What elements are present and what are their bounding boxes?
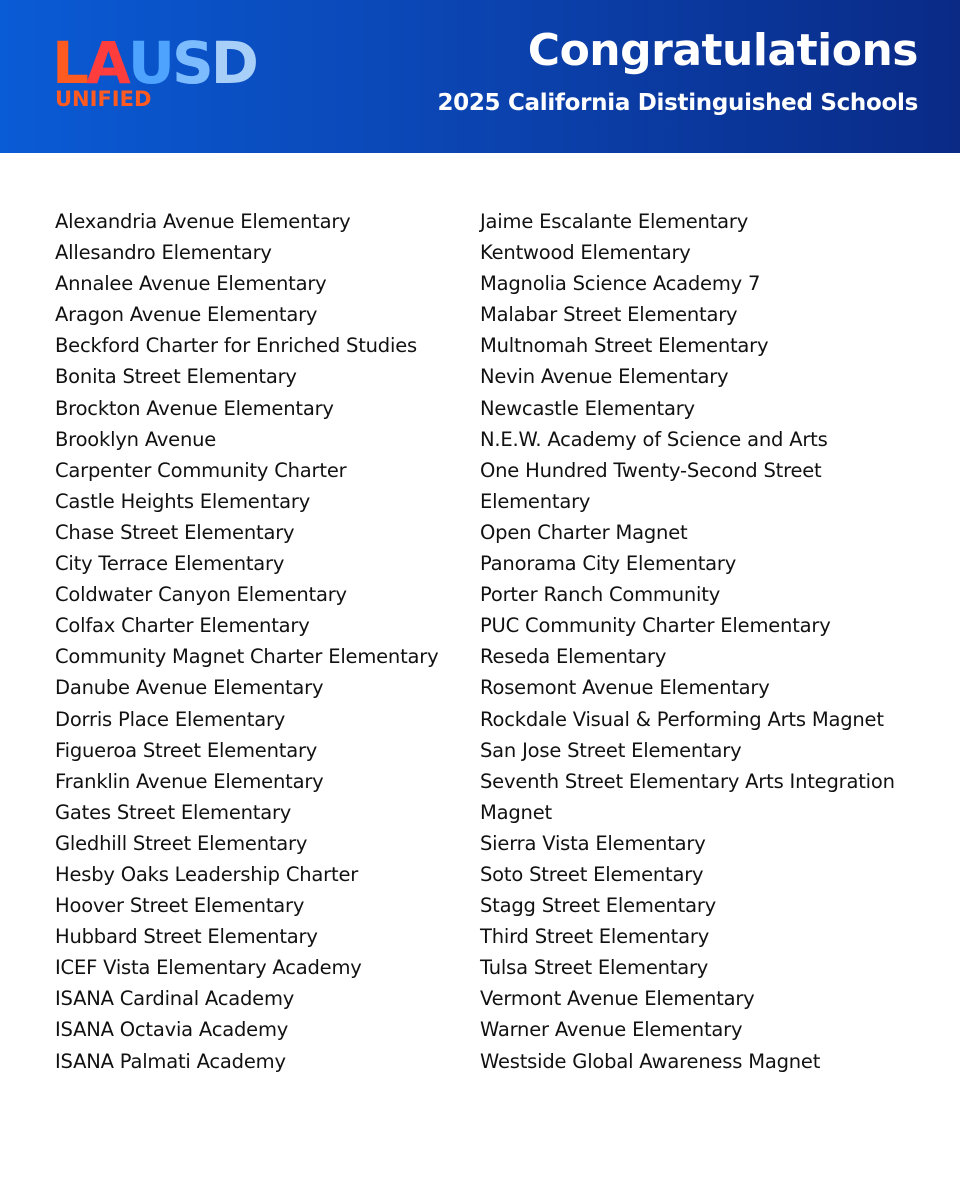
school-list-item: Panorama City Elementary [480,552,737,576]
school-list-item: Aragon Avenue Elementary [55,303,318,327]
school-list-item: Sierra Vista Elementary [480,831,706,855]
school-list-item: Kentwood Elementary [480,241,691,265]
school-list-item: ISANA Octavia Academy [55,1018,289,1042]
school-list-item: Allesandro Elementary [55,241,272,265]
school-list-item: Hubbard Street Elementary [55,925,318,949]
school-list-item: Hoover Street Elementary [55,894,305,918]
school-list-item: Beckford Charter for Enriched Studies [55,334,417,358]
logo-wordmark [52,29,256,97]
logo-letter: L [52,29,86,97]
school-list-item: Carpenter Community Charter [55,458,347,482]
school-list-item: Nevin Avenue Elementary [480,365,729,389]
logo-letter: S [171,29,211,97]
school-list-item: Alexandria Avenue Elementary [55,210,351,233]
school-list-item: Newcastle Elementary [480,396,695,420]
school-list-item: Bonita Street Elementary [55,365,297,389]
school-list-item: ISANA Palmati Academy [55,1049,286,1073]
school-list-item: Chase Street Elementary [55,520,295,544]
school-list-item: Danube Avenue Elementary [55,676,324,700]
school-list-item: One Hundred Twenty-Second Street Elementary [480,458,822,513]
school-list-item: Rosemont Avenue Elementary [480,676,770,700]
school-list-item: Warner Avenue Elementary [480,1018,743,1042]
school-list-left [55,206,460,1077]
school-list-item: Annalee Avenue Elementary [55,272,327,296]
school-list-item: Colfax Charter Elementary [55,614,310,638]
school-list-item: Reseda Elementary [480,645,667,669]
school-list-item: Figueroa Street Elementary [55,738,318,762]
school-list-item: Open Charter Magnet [480,520,688,544]
school-list-item: City Terrace Elementary [55,552,285,576]
school-list-item: Third Street Elementary [480,925,710,949]
school-list-item: Jaime Escalante Elementary [480,210,749,233]
school-list-item: Soto Street Elementary [480,862,704,886]
school-list-item: PUC Community Charter Elementary [480,614,831,638]
logo-subtitle: UNIFIED [55,87,152,111]
school-list-item: N.E.W. Academy of Science and Arts [480,427,828,451]
school-list-item: ISANA Cardinal Academy [55,987,295,1011]
logo-letter: A [85,29,128,97]
school-list-item: Brockton Avenue Elementary [55,396,334,420]
lausd-logo [52,29,302,116]
school-list-item: Dorris Place Elementary [55,707,286,731]
school-list-item: Coldwater Canyon Elementary [55,583,347,607]
school-list-item: San Jose Street Elementary [480,738,742,762]
school-list-item: Brooklyn Avenue [55,427,217,451]
school-list-item: Franklin Avenue Elementary [55,769,324,793]
school-list-item: Seventh Street Elementary Arts Integration Magnet [480,769,895,824]
school-list-item: Westside Global Awareness Magnet [480,1049,821,1073]
school-list-right [480,206,925,1077]
school-list-item: Malabar Street Elementary [480,303,738,327]
school-list-item: Rockdale Visual & Performing Arts Magnet [480,707,884,731]
logo-letter: U [127,29,172,97]
school-list-item: Vermont Avenue Elementary [480,987,755,1011]
school-list-item: Tulsa Street Elementary [480,956,709,980]
page-title: Congratulations [527,25,918,76]
logo-letter: D [210,29,256,97]
school-list-item: Gledhill Street Elementary [55,831,308,855]
school-list-item: Castle Heights Elementary [55,489,311,513]
school-list-item: Multnomah Street Elementary [480,334,769,358]
header-banner [0,0,960,153]
page-subtitle: 2025 California Distinguished Schools [437,90,918,116]
school-list-item: Stagg Street Elementary [480,894,717,918]
school-list-item: Gates Street Elementary [55,800,292,824]
school-list-item: ICEF Vista Elementary Academy [55,956,362,980]
school-list-item: Porter Ranch Community [480,583,721,607]
school-list-item: Hesby Oaks Leadership Charter [55,862,359,886]
school-list-item: Community Magnet Charter Elementary [55,645,439,669]
school-list-item: Magnolia Science Academy 7 [480,272,761,296]
